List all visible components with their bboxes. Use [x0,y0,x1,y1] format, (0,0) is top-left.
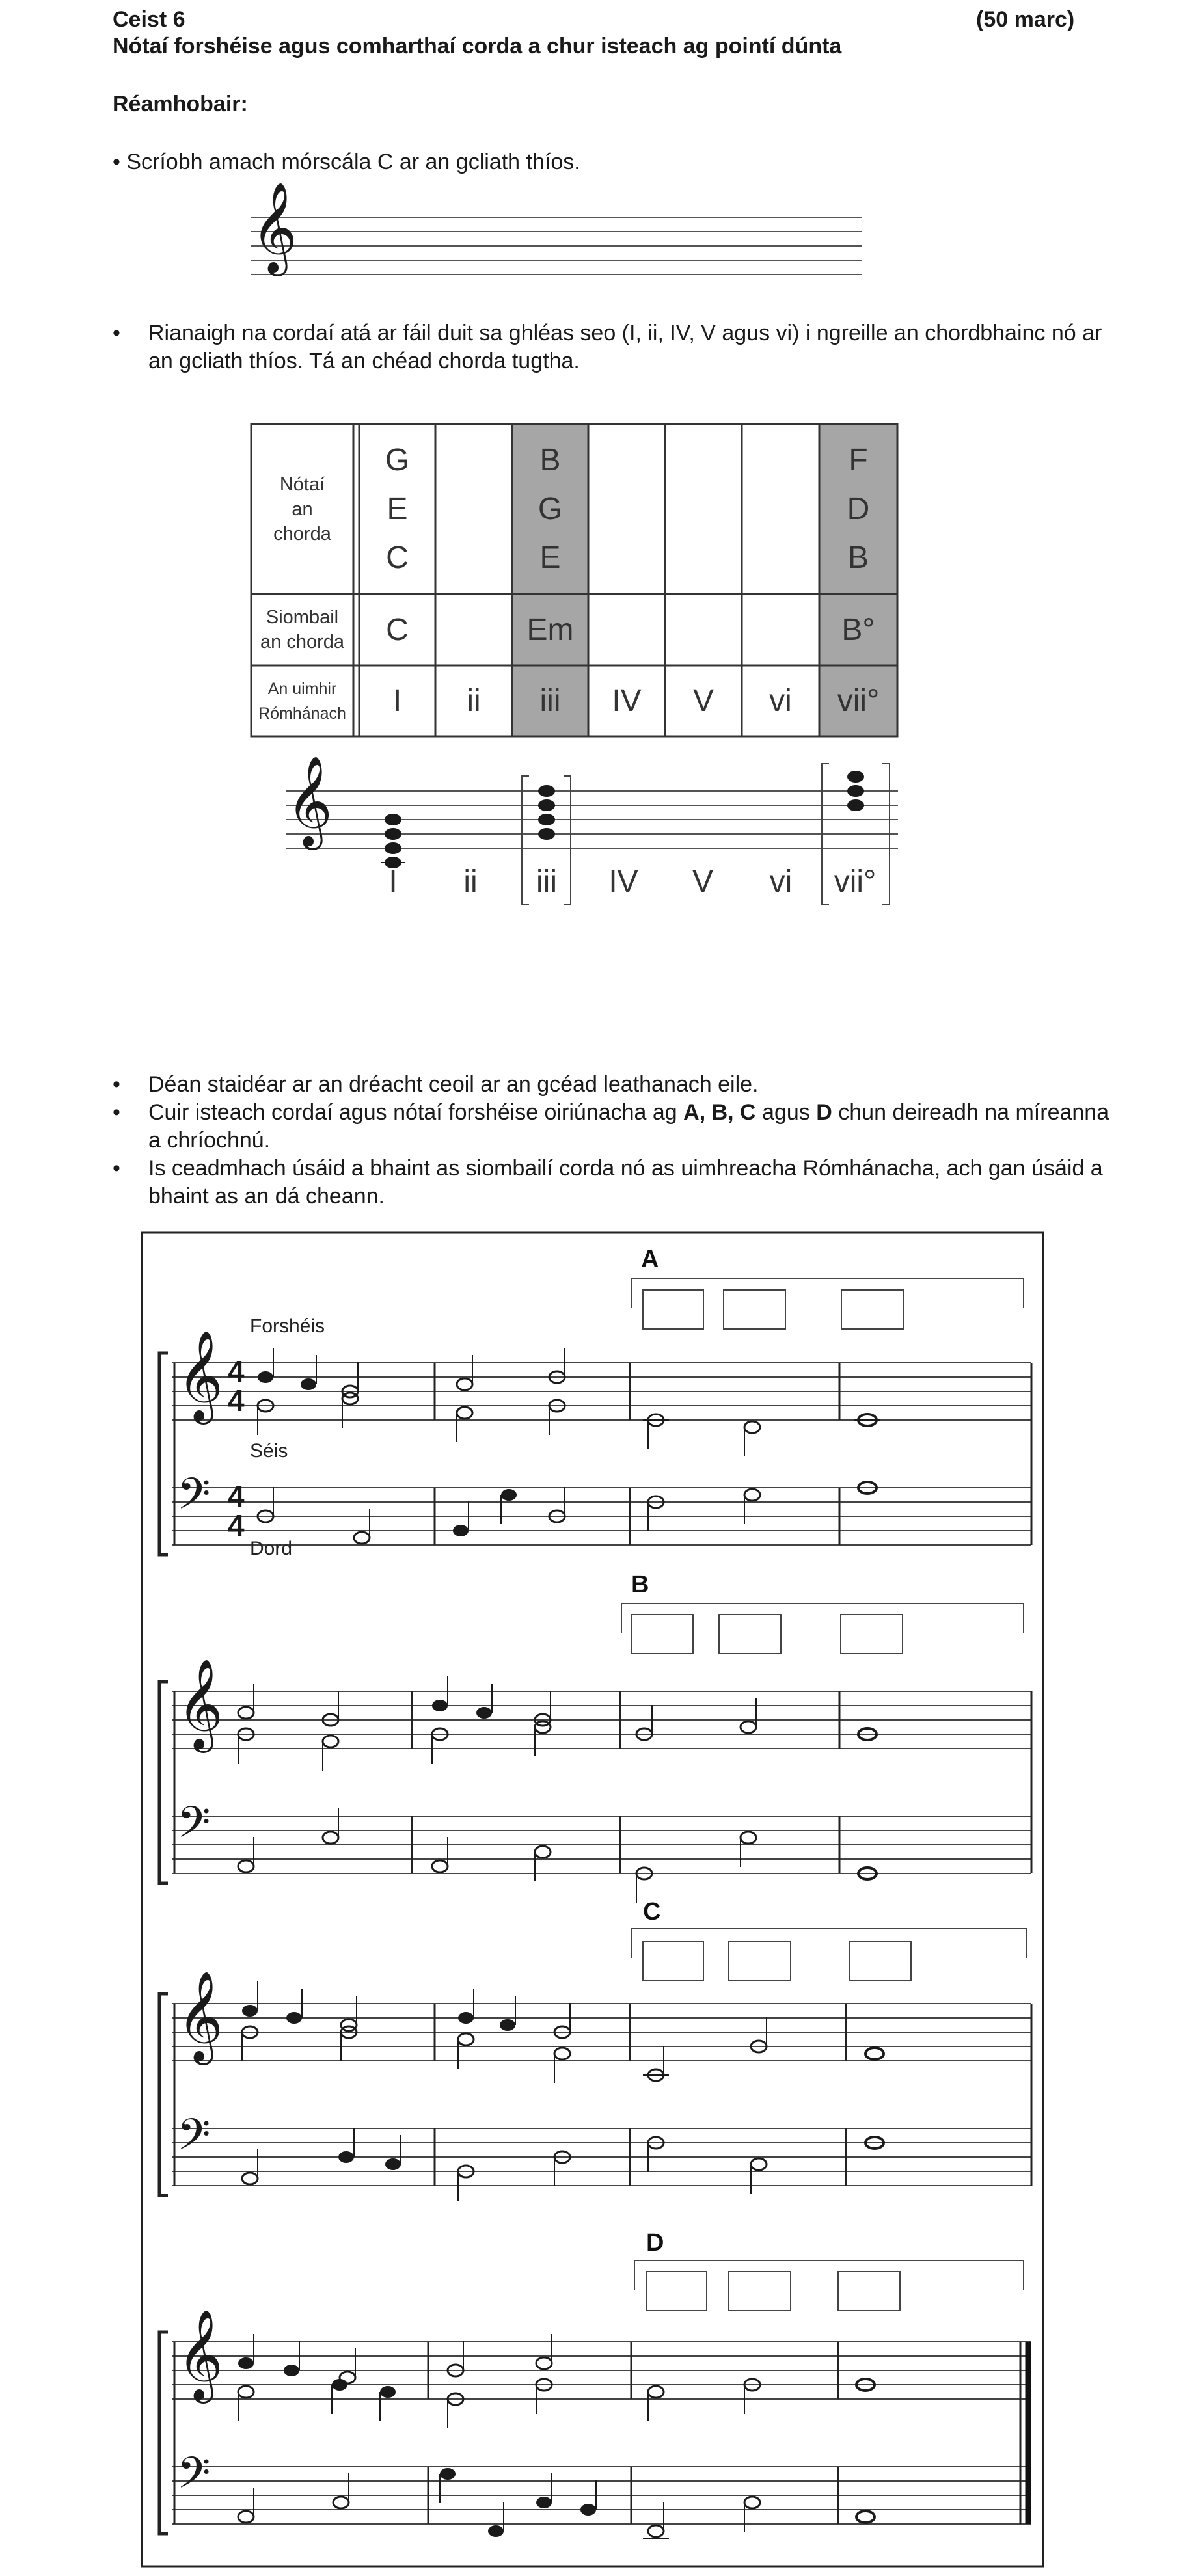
time-signature-bottom: 4 [228,1509,245,1542]
chord-note: B [847,540,869,575]
chord-symbol: B° [841,612,875,647]
text-part: Cuir isteach cordaí agus nótaí forshéise oiriúnacha ag [148,1100,677,1125]
chord-note: B [539,442,561,477]
score-frame [142,1233,1043,2566]
treble-clef-icon: 𝄞 [177,1330,223,1421]
chord-roman: vii° [837,684,880,718]
text-part: agus [762,1100,810,1125]
scale-staff [251,217,862,275]
chord-note: G [385,442,410,477]
time-signature-bottom: 4 [228,1384,245,1417]
row-label-line: Nótaí [279,474,325,495]
chord-note: D [847,491,870,526]
section-label-c: C [643,1898,661,1925]
instruction-2 [113,1099,1109,1155]
chord-roman: V [692,684,714,718]
treble-clef-icon: 𝄞 [286,756,333,846]
chord-staff-label: vi [769,864,793,899]
chord-note: G [537,491,563,526]
chord-staff-label: V [692,864,713,899]
instruction-3 [113,1155,1103,1211]
row-label-line: Siombail [265,607,339,628]
row-label-line: chorda [273,523,331,544]
bass-clef-icon: 𝄢 [177,2110,211,2170]
row-label-symbol [251,594,353,665]
chord-roman: iii [539,684,561,718]
question-title: Nótaí forshéise agus comharthaí corda a chur isteach ag pointí dúnta [113,34,842,59]
treble-clef-icon: 𝄞 [177,2309,223,2400]
chord-note: E [539,540,561,575]
chord-staff-label: iii [536,864,557,899]
bullet-glyph: • [113,321,120,345]
chord-roman: vi [769,684,792,718]
voice-label-bass: Dord [250,1538,293,1559]
bullet-glyph: • [113,1072,120,1097]
bass-clef-icon: 𝄢 [177,1797,211,1858]
chord-staff-label: vii° [834,864,877,899]
bass-clef-icon: 𝄢 [177,2448,211,2508]
section-label-d: D [646,2229,664,2257]
question-number: Ceist 6 [113,7,185,32]
chord-roman: I [392,684,402,718]
chord-roman: IV [612,684,642,718]
section-label-b: B [631,1571,649,1598]
voice-label-descant: Forshéis [250,1315,325,1337]
instruction-1 [113,1071,1089,1099]
instruction-3-line-1: Is ceadmhach úsáid a bhaint as siombailí corda nó as uimhreacha Rómhánacha, ach gan úsáid a [148,1156,1103,1181]
bullet-glyph: • [113,1100,120,1125]
instruction-2-line-1 [148,1099,1109,1127]
row-label-line: Rómhánach [258,704,346,723]
prep-bullet-1-text: Scríobh amach mórscála C ar an gcliath thíos. [126,150,580,174]
time-signature-top: 4 [228,1354,245,1388]
chord-note: E [387,491,408,526]
instruction-2-line-2: a chríochnú. [148,1128,271,1153]
chord-staff-label: I [388,864,398,899]
bullet-glyph: • [113,150,120,174]
system-b [159,1603,1031,1903]
row-label-roman [251,665,353,736]
system-d [159,2261,1031,2538]
treble-clef-icon: 𝄞 [177,1971,223,2061]
time-signature-top: 4 [228,1479,245,1513]
chord-roman: ii [467,684,481,718]
marks: (50 marc) [976,7,1075,32]
voice-label-melody: Séis [250,1440,288,1462]
prep-bullet-2-line-2: an gcliath thíos. Tá an chéad chorda tugtha. [148,349,580,373]
chord-staff-label: IV [608,864,638,899]
section-label-a: A [641,1246,659,1273]
row-label-notes [251,424,353,594]
text-bold: D [816,1100,832,1125]
prep-heading: Réamhobair: [113,92,248,116]
chord-note: F [849,442,868,477]
row-label-line: an [292,498,313,520]
instruction-3-line-2: bhaint as an dá cheann. [148,1184,385,1209]
row-label-line: an chorda [260,632,344,652]
bass-clef-icon: 𝄢 [177,1469,211,1529]
text-bold: A, B, C [683,1100,756,1125]
treble-clef-icon: 𝄞 [177,1659,223,1749]
row-label-line: An uimhir [267,679,337,698]
system-c [159,1929,1031,2201]
bullet-glyph: • [113,1156,120,1181]
prep-bullet-2-line-1: Rianaigh na cordaí atá ar fáil duit sa ghléas seo (I, ii, IV, V agus vi) i ngreille an chordbhainc nó ar [148,321,1102,345]
chord-symbol: C [386,612,409,647]
chord-staff-label: ii [463,864,478,899]
text-part: chun deireadh na míreanna [838,1100,1109,1125]
chord-note: C [386,540,409,575]
treble-clef-icon: 𝄞 [251,182,297,273]
instruction-1-text: Déan staidéar ar an dréacht ceoil ar an gcéad leathanach eile. [148,1072,759,1097]
chord-symbol: Em [526,612,574,647]
